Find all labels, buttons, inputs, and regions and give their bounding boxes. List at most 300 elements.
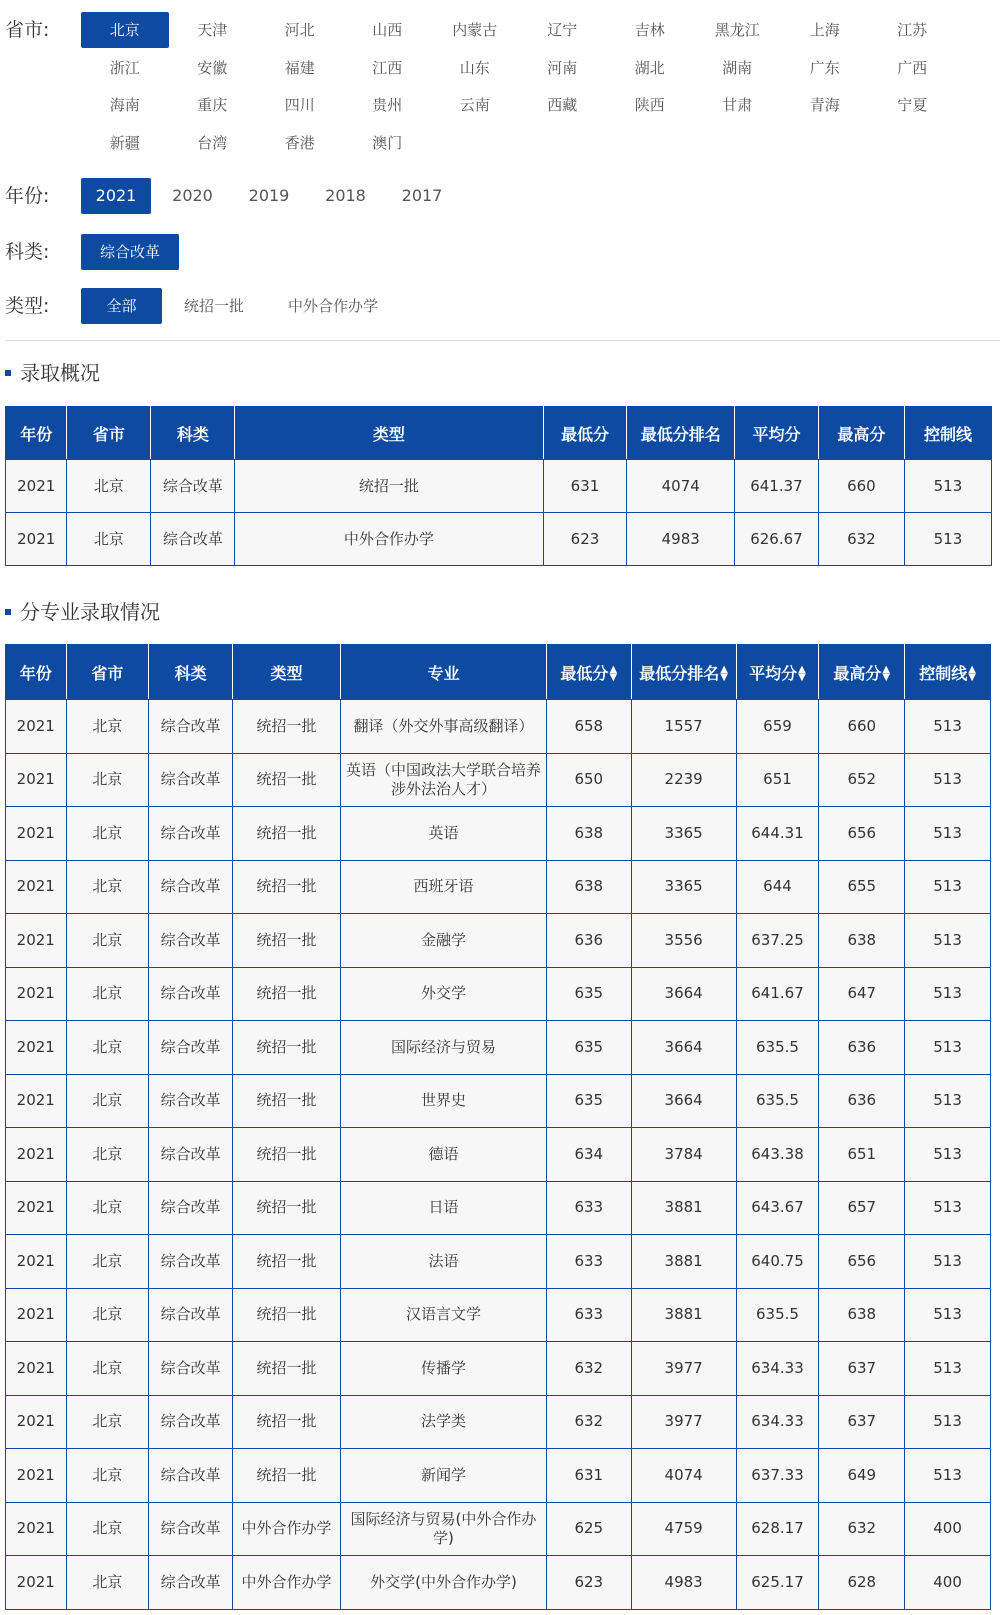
column-header-label: 类型 [270, 663, 303, 683]
table-cell: 656 [819, 807, 905, 861]
table-cell: 2021 [6, 1395, 67, 1449]
province-option[interactable]: 浙江 [109, 58, 140, 77]
table-cell: 综合改革 [149, 753, 233, 807]
table-cell: 625 [546, 1502, 631, 1556]
table-row [6, 1395, 991, 1449]
sort-icon[interactable]: ▲ ▼ [609, 664, 618, 683]
table-cell: 综合改革 [149, 1021, 233, 1075]
province-option[interactable]: 广东 [809, 58, 840, 77]
table-row [6, 1235, 991, 1289]
table-cell: 2021 [6, 460, 67, 513]
year-options [81, 178, 464, 214]
province-option[interactable]: 山东 [459, 58, 490, 77]
year-option[interactable]: 2020 [172, 186, 213, 205]
province-option[interactable]: 西藏 [547, 96, 578, 114]
summary-column-header: 控制线 [904, 407, 991, 460]
table-cell: 634.33 [736, 1342, 819, 1396]
table-cell: 综合改革 [149, 1502, 233, 1556]
table-cell: 651 [736, 753, 819, 807]
table-cell: 632 [818, 513, 904, 566]
province-option[interactable]: 天津 [197, 21, 228, 39]
province-option[interactable]: 贵州 [372, 96, 403, 114]
table-cell: 513 [905, 1021, 991, 1075]
summary-section-title [5, 358, 100, 388]
province-option[interactable]: 澳门 [372, 133, 403, 152]
table-cell: 统招一批 [233, 1235, 341, 1289]
table-cell: 633 [546, 1235, 631, 1289]
table-cell: 623 [546, 1556, 631, 1610]
type-option[interactable]: 统招一批 [184, 297, 245, 315]
section-bullet-icon [5, 370, 11, 376]
sortable-column-header[interactable] [905, 645, 991, 700]
detail-column-header [66, 645, 149, 700]
table-cell: 2021 [6, 1128, 67, 1182]
table-cell: 统招一批 [233, 807, 341, 861]
table-cell: 513 [904, 513, 991, 566]
table-cell: 513 [905, 1449, 991, 1503]
province-option[interactable]: 北京 [81, 12, 169, 48]
table-cell: 658 [546, 700, 631, 754]
summary-table [5, 406, 992, 566]
table-cell: 统招一批 [233, 914, 341, 968]
table-cell: 2021 [6, 1235, 67, 1289]
table-cell: 513 [905, 967, 991, 1021]
table-cell: 644.31 [736, 807, 819, 861]
year-option[interactable]: 2017 [401, 186, 443, 205]
table-cell: 657 [819, 1181, 905, 1235]
summary-header-row [6, 407, 992, 460]
table-cell: 1557 [631, 700, 736, 754]
table-row [6, 1556, 991, 1610]
table-cell: 统招一批 [233, 1021, 341, 1075]
table-cell: 628.17 [736, 1502, 819, 1556]
section-bullet-icon [5, 609, 11, 615]
table-cell: 660 [818, 460, 904, 513]
table-cell: 统招一批 [235, 460, 543, 513]
column-header-label: 最高分 [833, 663, 882, 683]
province-options [81, 12, 961, 161]
table-cell: 北京 [66, 1074, 149, 1128]
province-option[interactable]: 河南 [547, 58, 578, 77]
table-cell: 西班牙语 [341, 860, 547, 914]
sort-icon[interactable]: ▲ ▼ [968, 664, 976, 683]
table-cell: 513 [905, 807, 991, 861]
province-option[interactable]: 黑龙江 [714, 21, 760, 39]
detail-body [6, 700, 991, 1610]
filter-divider [5, 340, 1000, 341]
table-cell: 641.37 [734, 460, 818, 513]
table-cell: 统招一批 [233, 1449, 341, 1503]
table-cell: 英语（中国政法大学联合培养涉外法治人才） [341, 753, 547, 807]
table-row [6, 967, 991, 1021]
table-cell: 综合改革 [149, 1342, 233, 1396]
table-cell: 513 [905, 1235, 991, 1289]
table-cell: 655 [819, 860, 905, 914]
summary-column-header: 省市 [67, 407, 151, 460]
table-cell: 2021 [6, 1074, 67, 1128]
table-cell: 632 [546, 1395, 631, 1449]
summary-column-header: 平均分 [734, 407, 818, 460]
year-option[interactable]: 2019 [248, 186, 290, 205]
summary-column-header: 年份 [6, 407, 67, 460]
table-cell: 3556 [631, 914, 736, 968]
sort-icon[interactable]: ▲ ▼ [882, 664, 891, 683]
province-option[interactable]: 宁夏 [897, 96, 928, 114]
table-cell: 3784 [631, 1128, 736, 1182]
table-cell: 综合改革 [149, 807, 233, 861]
table-cell: 659 [736, 700, 819, 754]
table-cell: 640.75 [736, 1235, 819, 1289]
table-cell: 2021 [6, 1502, 67, 1556]
province-option[interactable]: 河北 [284, 21, 315, 39]
table-cell: 北京 [66, 1181, 149, 1235]
table-cell: 2021 [6, 807, 67, 861]
table-cell: 法学类 [341, 1395, 547, 1449]
table-row [6, 914, 991, 968]
table-cell: 统招一批 [233, 1128, 341, 1182]
summary-body [6, 460, 992, 566]
table-cell: 2021 [6, 967, 67, 1021]
table-cell: 中外合作办学 [233, 1502, 341, 1556]
column-header-label: 科类 [174, 663, 207, 683]
province-option[interactable]: 湖南 [722, 58, 753, 77]
table-cell: 2239 [631, 753, 736, 807]
province-option[interactable]: 安徽 [197, 58, 228, 77]
table-cell: 综合改革 [149, 1556, 233, 1610]
table-cell: 634.33 [736, 1395, 819, 1449]
province-option[interactable]: 江西 [372, 58, 403, 77]
table-cell: 3664 [631, 1021, 736, 1075]
table-row [6, 460, 992, 513]
table-cell: 中外合作办学 [235, 513, 543, 566]
table-row [6, 1342, 991, 1396]
table-cell: 638 [546, 807, 631, 861]
province-option[interactable]: 台湾 [197, 133, 228, 152]
summary-column-header: 科类 [151, 407, 235, 460]
table-cell: 综合改革 [149, 1128, 233, 1182]
table-cell: 3664 [631, 1074, 736, 1128]
table-cell: 647 [819, 967, 905, 1021]
table-cell: 513 [904, 460, 991, 513]
table-cell: 625.17 [736, 1556, 819, 1610]
table-cell: 651 [819, 1128, 905, 1182]
table-cell: 北京 [66, 1502, 149, 1556]
table-cell: 2021 [6, 860, 67, 914]
province-option[interactable]: 香港 [284, 133, 315, 152]
column-header-label: 平均分 [749, 663, 798, 683]
sortable-column-header[interactable] [631, 645, 736, 700]
table-cell: 513 [905, 914, 991, 968]
table-cell: 综合改革 [149, 1181, 233, 1235]
table-row [6, 753, 991, 807]
table-cell: 2021 [6, 1449, 67, 1503]
table-cell: 636 [819, 1074, 905, 1128]
column-header-label: 最低分 [560, 663, 609, 683]
table-cell: 635 [546, 1021, 631, 1075]
table-cell: 638 [546, 860, 631, 914]
table-cell: 2021 [6, 753, 67, 807]
province-option[interactable]: 陕西 [634, 96, 665, 114]
table-cell: 北京 [67, 460, 151, 513]
province-option[interactable]: 江苏 [897, 21, 928, 39]
year-option[interactable]: 2018 [325, 186, 366, 205]
table-cell: 综合改革 [149, 914, 233, 968]
table-cell: 650 [546, 753, 631, 807]
table-cell: 633 [546, 1181, 631, 1235]
table-cell: 统招一批 [233, 1342, 341, 1396]
province-filter-label: 省市: [5, 19, 50, 41]
table-cell: 513 [905, 1074, 991, 1128]
table-cell: 国际经济与贸易 [341, 1021, 547, 1075]
table-row [6, 1288, 991, 1342]
table-cell: 金融学 [341, 914, 547, 968]
table-cell: 北京 [66, 1021, 149, 1075]
province-option[interactable]: 云南 [459, 96, 490, 114]
table-cell: 637 [819, 1342, 905, 1396]
table-cell: 633 [546, 1288, 631, 1342]
province-option[interactable]: 湖北 [634, 58, 665, 77]
table-cell: 传播学 [341, 1342, 547, 1396]
table-row [6, 1502, 991, 1556]
year-filter [5, 178, 464, 214]
table-cell: 513 [905, 753, 991, 807]
table-cell: 643.67 [736, 1181, 819, 1235]
table-cell: 638 [819, 914, 905, 968]
detail-column-header [233, 645, 341, 700]
province-option[interactable]: 甘肃 [722, 96, 753, 114]
table-cell: 中外合作办学 [233, 1556, 341, 1610]
table-cell: 638 [819, 1288, 905, 1342]
table-cell: 日语 [341, 1181, 547, 1235]
type-filter-label: 类型: [5, 295, 50, 317]
table-cell: 统招一批 [233, 1181, 341, 1235]
subject-filter-label: 科类: [5, 241, 50, 263]
table-row [6, 700, 991, 754]
table-cell: 法语 [341, 1235, 547, 1289]
table-row [6, 513, 992, 566]
table-cell: 北京 [66, 967, 149, 1021]
summary-column-header: 类型 [235, 407, 543, 460]
table-cell: 637 [819, 1395, 905, 1449]
column-header-label: 控制线 [919, 663, 968, 683]
table-cell: 2021 [6, 1342, 67, 1396]
table-cell: 统招一批 [233, 1395, 341, 1449]
table-cell: 北京 [66, 860, 149, 914]
sort-icon[interactable]: ▲ ▼ [798, 664, 806, 683]
table-cell: 综合改革 [149, 1449, 233, 1503]
province-option[interactable]: 重庆 [197, 96, 228, 114]
table-cell: 4074 [631, 1449, 736, 1503]
table-row [6, 1074, 991, 1128]
summary-column-header: 最高分 [818, 407, 904, 460]
table-cell: 631 [546, 1449, 631, 1503]
sortable-column-header[interactable] [546, 645, 631, 700]
table-cell: 德语 [341, 1128, 547, 1182]
table-row [6, 1128, 991, 1182]
table-cell: 北京 [66, 753, 149, 807]
column-header-label: 省市 [91, 663, 124, 683]
table-cell: 北京 [66, 1235, 149, 1289]
table-cell: 北京 [67, 513, 151, 566]
type-option[interactable]: 全部 [81, 288, 162, 324]
detail-section-title [5, 597, 160, 627]
detail-column-header [149, 645, 233, 700]
table-row [6, 1021, 991, 1075]
province-option[interactable]: 海南 [109, 96, 140, 114]
table-cell: 632 [819, 1502, 905, 1556]
column-header-label: 最低分排名 [639, 663, 720, 683]
table-cell: 外交学 [341, 967, 547, 1021]
table-cell: 649 [819, 1449, 905, 1503]
province-option[interactable]: 新疆 [109, 133, 140, 152]
column-header-label: 专业 [427, 663, 460, 683]
table-cell: 3664 [631, 967, 736, 1021]
table-cell: 660 [819, 700, 905, 754]
table-cell: 4983 [631, 1556, 736, 1610]
table-cell: 综合改革 [149, 700, 233, 754]
table-cell: 北京 [66, 700, 149, 754]
subject-options [81, 234, 179, 270]
table-row [6, 1181, 991, 1235]
table-cell: 3365 [631, 807, 736, 861]
detail-column-header [6, 645, 67, 700]
sortable-column-header[interactable] [736, 645, 819, 700]
table-cell: 3881 [631, 1181, 736, 1235]
table-cell: 636 [546, 914, 631, 968]
table-cell: 综合改革 [149, 1288, 233, 1342]
subject-option[interactable]: 综合改革 [81, 234, 179, 270]
type-option[interactable]: 中外合作办学 [288, 297, 379, 315]
type-options [81, 288, 400, 324]
table-cell: 2021 [6, 513, 67, 566]
table-cell: 636 [819, 1021, 905, 1075]
table-cell: 统招一批 [233, 700, 341, 754]
province-option[interactable]: 福建 [284, 58, 315, 77]
table-cell: 北京 [66, 1556, 149, 1610]
province-option[interactable]: 内蒙古 [452, 21, 498, 39]
table-cell: 统招一批 [233, 967, 341, 1021]
table-cell: 4074 [627, 460, 735, 513]
table-cell: 632 [546, 1342, 631, 1396]
table-cell: 641.67 [736, 967, 819, 1021]
table-cell: 634 [546, 1128, 631, 1182]
table-cell: 513 [905, 1181, 991, 1235]
table-cell: 2021 [6, 700, 67, 754]
table-cell: 2021 [6, 1556, 67, 1610]
table-cell: 统招一批 [233, 860, 341, 914]
table-cell: 新闻学 [341, 1449, 547, 1503]
table-cell: 513 [905, 860, 991, 914]
province-option[interactable]: 四川 [284, 96, 315, 114]
table-cell: 644 [736, 860, 819, 914]
table-cell: 北京 [66, 1288, 149, 1342]
table-cell: 513 [905, 1395, 991, 1449]
table-cell: 北京 [66, 1128, 149, 1182]
table-cell: 3977 [631, 1395, 736, 1449]
province-option[interactable]: 辽宁 [547, 21, 578, 39]
table-cell: 综合改革 [149, 860, 233, 914]
table-cell: 综合改革 [151, 460, 235, 513]
table-row [6, 860, 991, 914]
summary-column-header: 最低分 [543, 407, 627, 460]
province-option[interactable]: 上海 [809, 21, 840, 39]
table-cell: 656 [819, 1235, 905, 1289]
province-option[interactable]: 青海 [809, 96, 840, 114]
table-cell: 513 [905, 1128, 991, 1182]
table-cell: 635 [546, 967, 631, 1021]
year-option[interactable]: 2021 [81, 178, 151, 214]
table-cell: 2021 [6, 1181, 67, 1235]
subject-filter [5, 234, 179, 270]
table-cell: 635 [546, 1074, 631, 1128]
province-option[interactable]: 山西 [372, 21, 403, 39]
table-cell: 综合改革 [151, 513, 235, 566]
table-cell: 3881 [631, 1288, 736, 1342]
table-cell: 北京 [66, 1342, 149, 1396]
table-cell: 623 [543, 513, 627, 566]
table-cell: 英语 [341, 807, 547, 861]
table-cell: 400 [905, 1556, 991, 1610]
table-cell: 统招一批 [233, 1074, 341, 1128]
sort-icon[interactable]: ▲ ▼ [720, 664, 728, 683]
table-cell: 513 [905, 700, 991, 754]
table-cell: 北京 [66, 914, 149, 968]
detail-column-header [341, 645, 547, 700]
table-cell: 628 [819, 1556, 905, 1610]
table-cell: 国际经济与贸易(中外合作办学) [341, 1502, 547, 1556]
table-row [6, 1449, 991, 1503]
table-cell: 635.5 [736, 1074, 819, 1128]
table-cell: 统招一批 [233, 753, 341, 807]
column-header-label: 年份 [19, 663, 52, 683]
table-row [6, 807, 991, 861]
summary-column-header: 最低分排名 [627, 407, 735, 460]
table-cell: 2021 [6, 1021, 67, 1075]
detail-table [5, 644, 991, 1610]
table-cell: 513 [905, 1342, 991, 1396]
table-cell: 统招一批 [233, 1288, 341, 1342]
table-cell: 4759 [631, 1502, 736, 1556]
table-cell: 637.25 [736, 914, 819, 968]
table-cell: 翻译（外交外事高级翻译） [341, 700, 547, 754]
table-cell: 652 [819, 753, 905, 807]
detail-title-text: 分专业录取情况 [20, 600, 160, 624]
table-cell: 综合改革 [149, 1235, 233, 1289]
table-cell: 637.33 [736, 1449, 819, 1503]
table-cell: 世界史 [341, 1074, 547, 1128]
table-cell: 635.5 [736, 1288, 819, 1342]
table-cell: 汉语言文学 [341, 1288, 547, 1342]
table-cell: 2021 [6, 1288, 67, 1342]
table-cell: 外交学(中外合作办学) [341, 1556, 547, 1610]
table-cell: 综合改革 [149, 1074, 233, 1128]
table-cell: 北京 [66, 1449, 149, 1503]
table-cell: 643.38 [736, 1128, 819, 1182]
table-cell: 4983 [627, 513, 735, 566]
table-cell: 2021 [6, 914, 67, 968]
detail-header-row [6, 645, 991, 700]
province-option[interactable]: 广西 [897, 58, 928, 77]
table-cell: 3365 [631, 860, 736, 914]
table-cell: 626.67 [734, 513, 818, 566]
sortable-column-header[interactable] [819, 645, 905, 700]
type-filter [5, 288, 400, 324]
province-option[interactable]: 吉林 [634, 21, 665, 39]
table-cell: 635.5 [736, 1021, 819, 1075]
table-cell: 北京 [66, 807, 149, 861]
table-cell: 综合改革 [149, 967, 233, 1021]
province-filter [5, 12, 961, 161]
